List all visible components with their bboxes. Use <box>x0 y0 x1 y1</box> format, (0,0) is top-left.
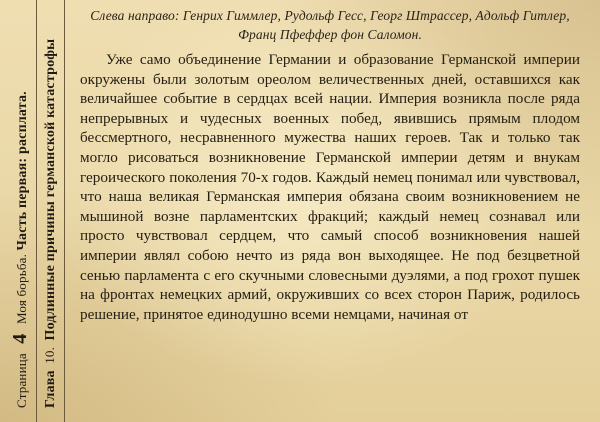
photo-caption: Слева направо: Генрих Гиммлер, Рудольф Гесс, Георг Штрассер, Адольф Гитлер, Франц Пфеффер фон Саломон. <box>90 8 570 42</box>
page-sidebar <box>2 0 68 422</box>
running-header-line-1 <box>6 8 34 408</box>
chapter-title: Подлинные причины германской катастрофы <box>43 38 58 341</box>
chapter-word: Глава <box>43 370 58 408</box>
book-title: Моя борьба. <box>14 253 29 325</box>
part-title: Часть первая: расплата. <box>15 91 30 251</box>
page-number: 4 <box>9 333 31 344</box>
chapter-number: 10. <box>42 346 57 364</box>
sidebar-rotated-text <box>2 0 68 422</box>
page-content <box>80 6 580 324</box>
page-label: Страница <box>14 353 29 408</box>
body-paragraph: Уже само объединение Германии и образование Германской империи окружены были золотым ореолом величественных дней, оставшихся как величайшее событие в сердцах всей нации. Империя возникла после ряда непрерывных и чудесных военных побед, явившись прямым плодом бессмертного, несравненного мужества наших героев. Так и только так могло рисоваться возникновение Германской империи детям и внукам героического поколения 70-х годов. Каждый немец понимал или чувствовал, что наша великая Германская империя обязана своим возникновением не мышиной возне парламентских фракций; каждый немец сознавал или просто чувствовал сердцем, что самый способ возникновения нашей империи являл собою нечто из ряда вон выходящее. Не под безцветной сенью парламента с его скучными словесными дуэлями, а под грохот пушек на фронтах немецких армий, окруживших со всех сторон Париж, родилось решение, принятое единодушно всеми немцами, начиная от <box>80 51 580 323</box>
running-header-line-2 <box>36 8 64 408</box>
